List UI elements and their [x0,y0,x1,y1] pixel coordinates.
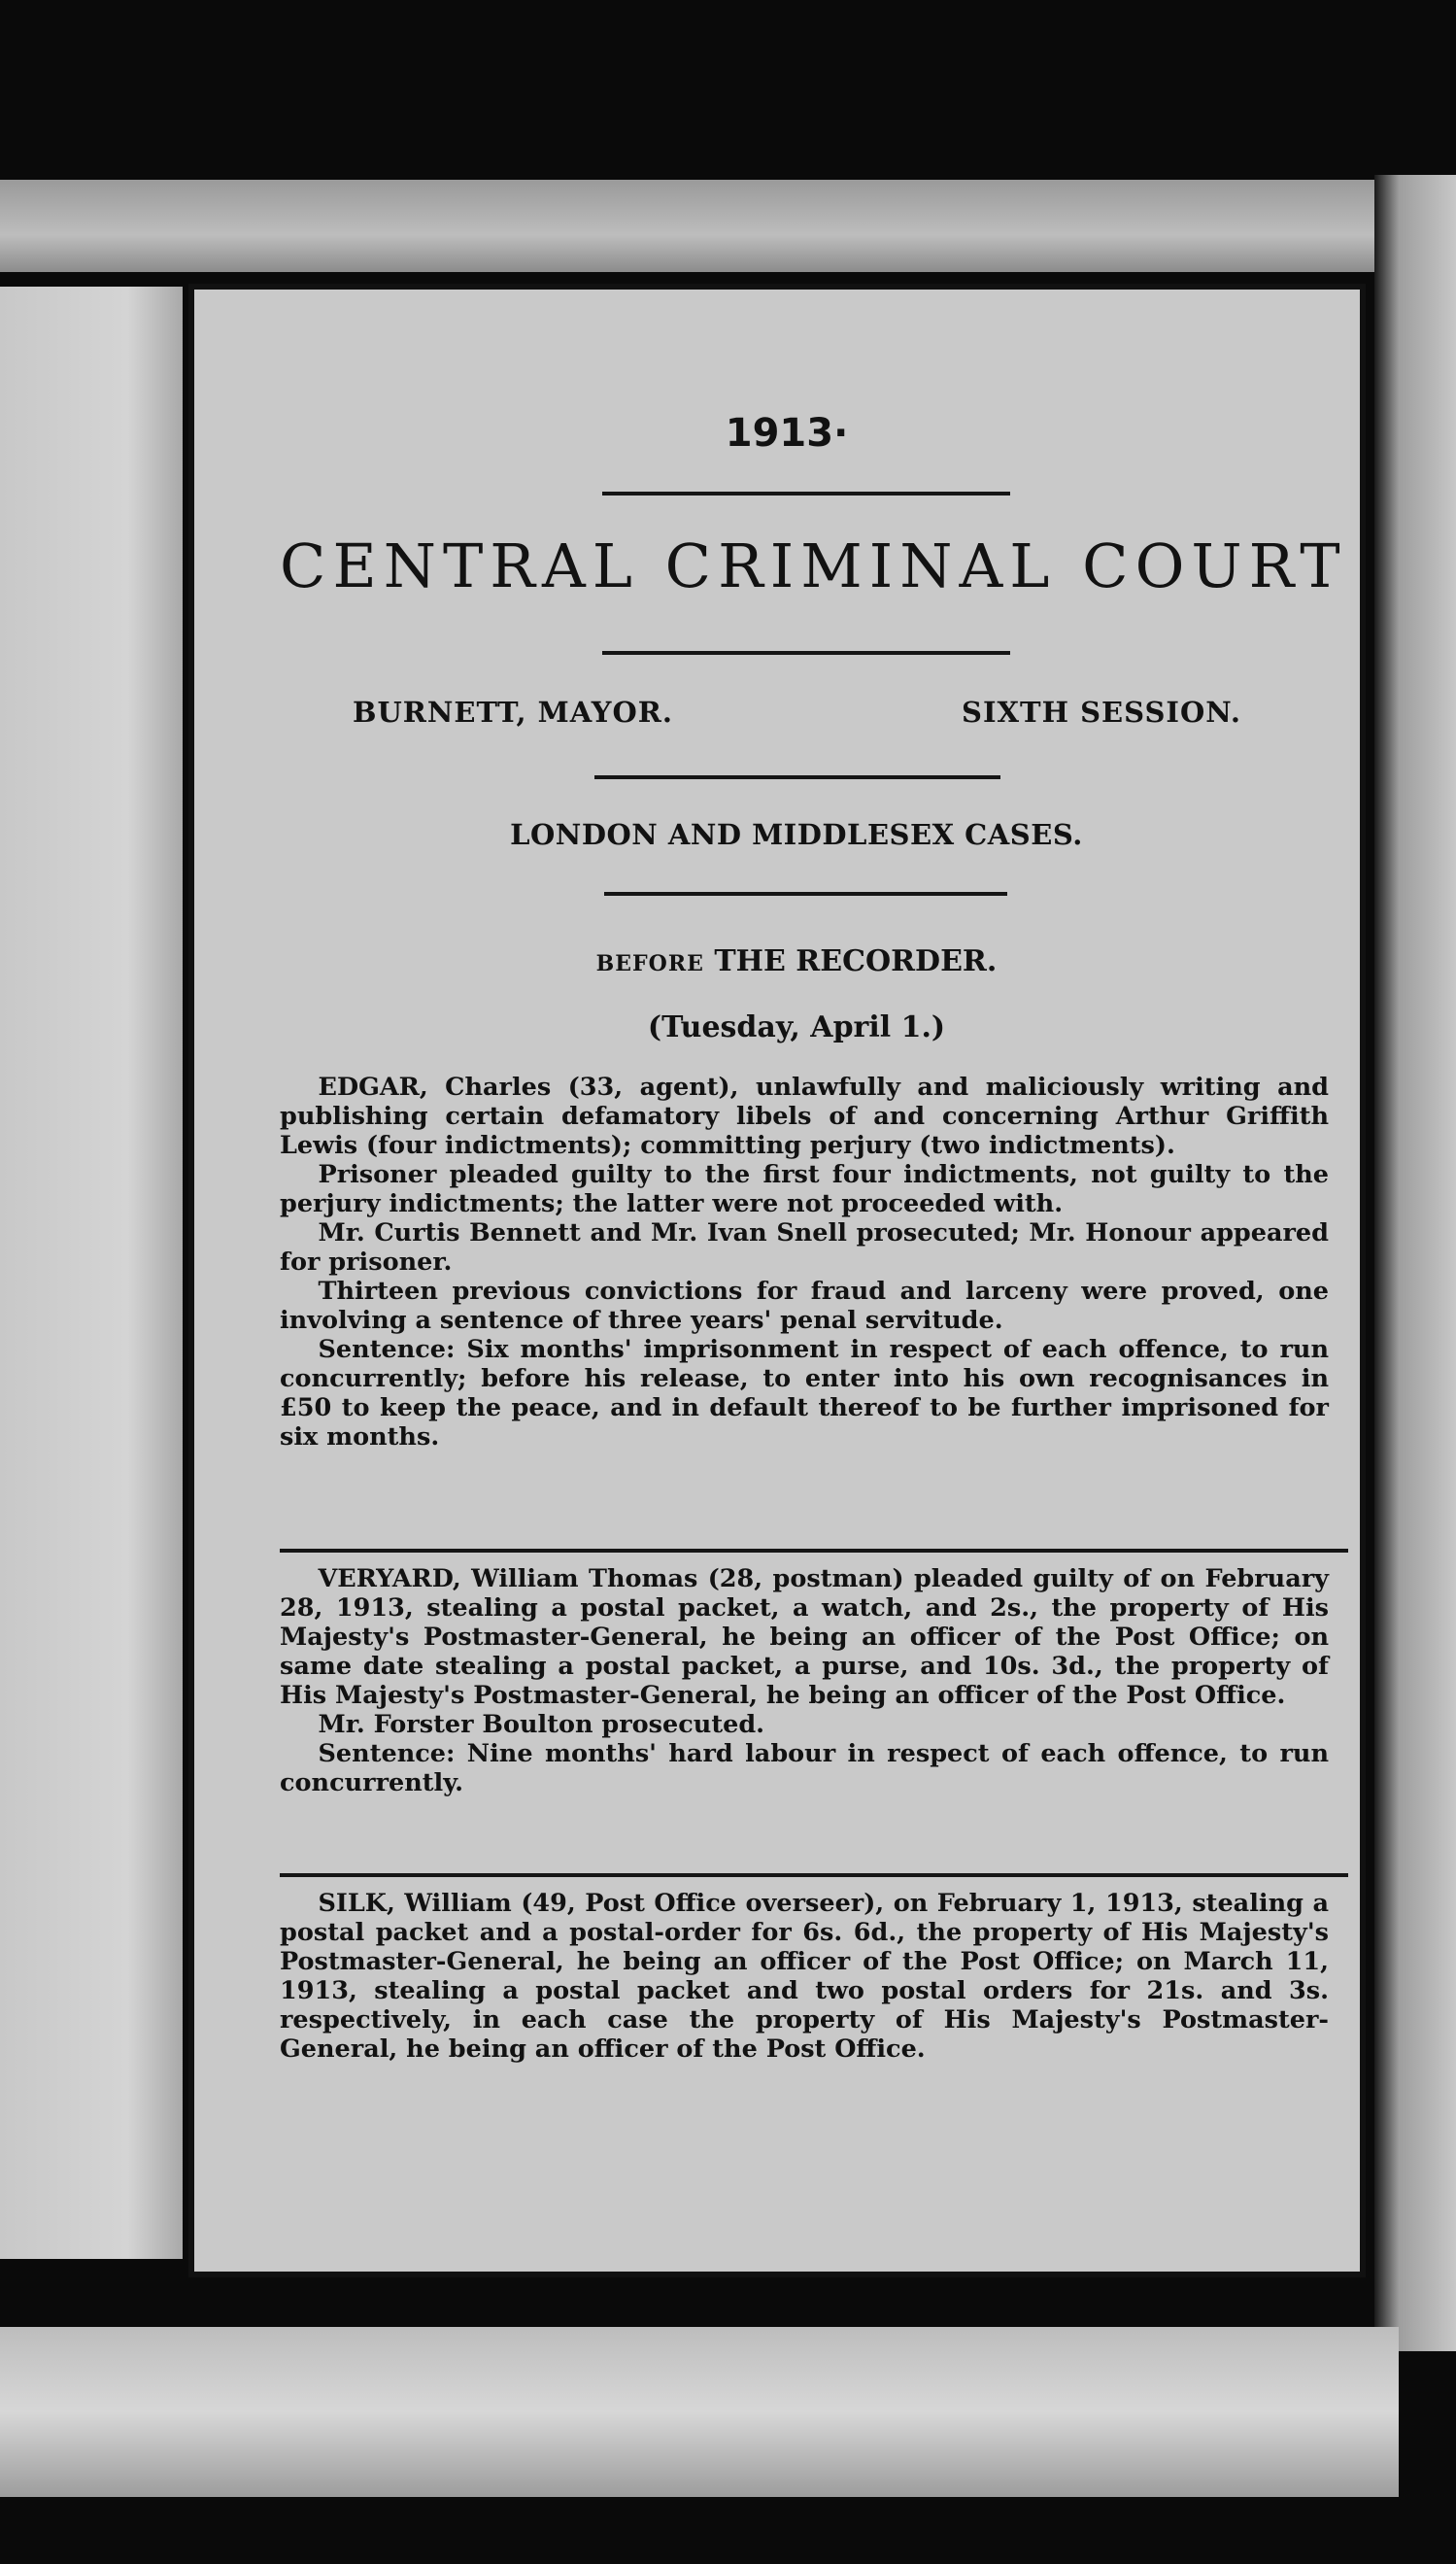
case-paragraph: SILK, William (49, Post Office overseer), on February 1, 1913, stealing a postal packet and a postal-order for 6s. 6d., the property of His Majesty's Postmaster-General, he being an officer of the Post Office; on March 11, 1913, stealing a postal packet and two postal orders for 21s. and 3s. respectively, in each case the property of His Majesty's Postmaster-General, he being an officer of the Post Office. [280,1889,1329,2064]
case-paragraph: Prisoner pleaded guilty to the first four indictments, not guilty to the perjury indictments; the latter were not proceeded with. [280,1160,1329,1218]
case-paragraph: Thirteen previous convictions for fraud and larceny were proved, one involving a sentence of three years' penal servitude. [280,1277,1329,1335]
session-date: (Tuesday, April 1.) [647,1010,946,1044]
document-page [194,290,1360,2272]
case-paragraph: EDGAR, Charles (33, agent), unlawfully and maliciously writing and publishing certain defamatory libels of and concerning Arthur Griffith Lewis (four indictments); committing perjury (two indictments). [280,1073,1329,1160]
case-entry-veryard [280,1564,1329,1797]
divider-rule [604,892,1007,896]
case-entry-edgar [280,1073,1329,1452]
background-bottom-strip [0,2327,1399,2497]
facing-page-edge [0,287,183,2259]
before-name: THE RECORDER. [714,944,998,978]
case-paragraph: Mr. Curtis Bennett and Mr. Ivan Snell prosecuted; Mr. Honour appeared for prisoner. [280,1218,1329,1277]
divider-rule [602,651,1010,655]
divider-rule [602,492,1010,496]
page-year: 1913· [725,411,849,456]
case-paragraph: VERYARD, William Thomas (28, postman) pleaded guilty of on February 28, 1913, stealing a postal packet, a watch, and 2s., the property of His Majesty's Postmaster-General, he being an officer of the Post Office; on same date stealing a postal packet, a purse, and 10s. 3d., the property of His Majesty's Postmaster-General, he being an officer of the Post Office. [280,1564,1329,1710]
case-paragraph: Sentence: Six months' imprisonment in respect of each offence, to run concurrently; before his release, to enter into his own recognisances in £50 to keep the peace, and in default thereof to be further imprisoned for six months. [280,1335,1329,1452]
page-title: CENTRAL CRIMINAL COURT [280,530,1347,601]
mayor-line: BURNETT, MAYOR. [353,696,673,729]
before-prefix: BEFORE [595,951,704,976]
case-entry-silk [280,1889,1329,2064]
case-paragraph: Mr. Forster Boulton prosecuted. [318,1710,765,1739]
divider-rule [594,775,1000,779]
case-paragraph: Sentence: Nine months' hard labour in respect of each offence, to run concurrently. [280,1739,1329,1797]
case-divider [280,1873,1348,1877]
section-heading: LONDON AND MIDDLESEX CASES. [510,818,1083,851]
background-right-strip [1374,175,1456,2351]
before-line [194,944,1399,978]
case-divider [280,1549,1348,1553]
background-top-strip [0,180,1379,272]
session-line: SIXTH SESSION. [962,696,1241,729]
